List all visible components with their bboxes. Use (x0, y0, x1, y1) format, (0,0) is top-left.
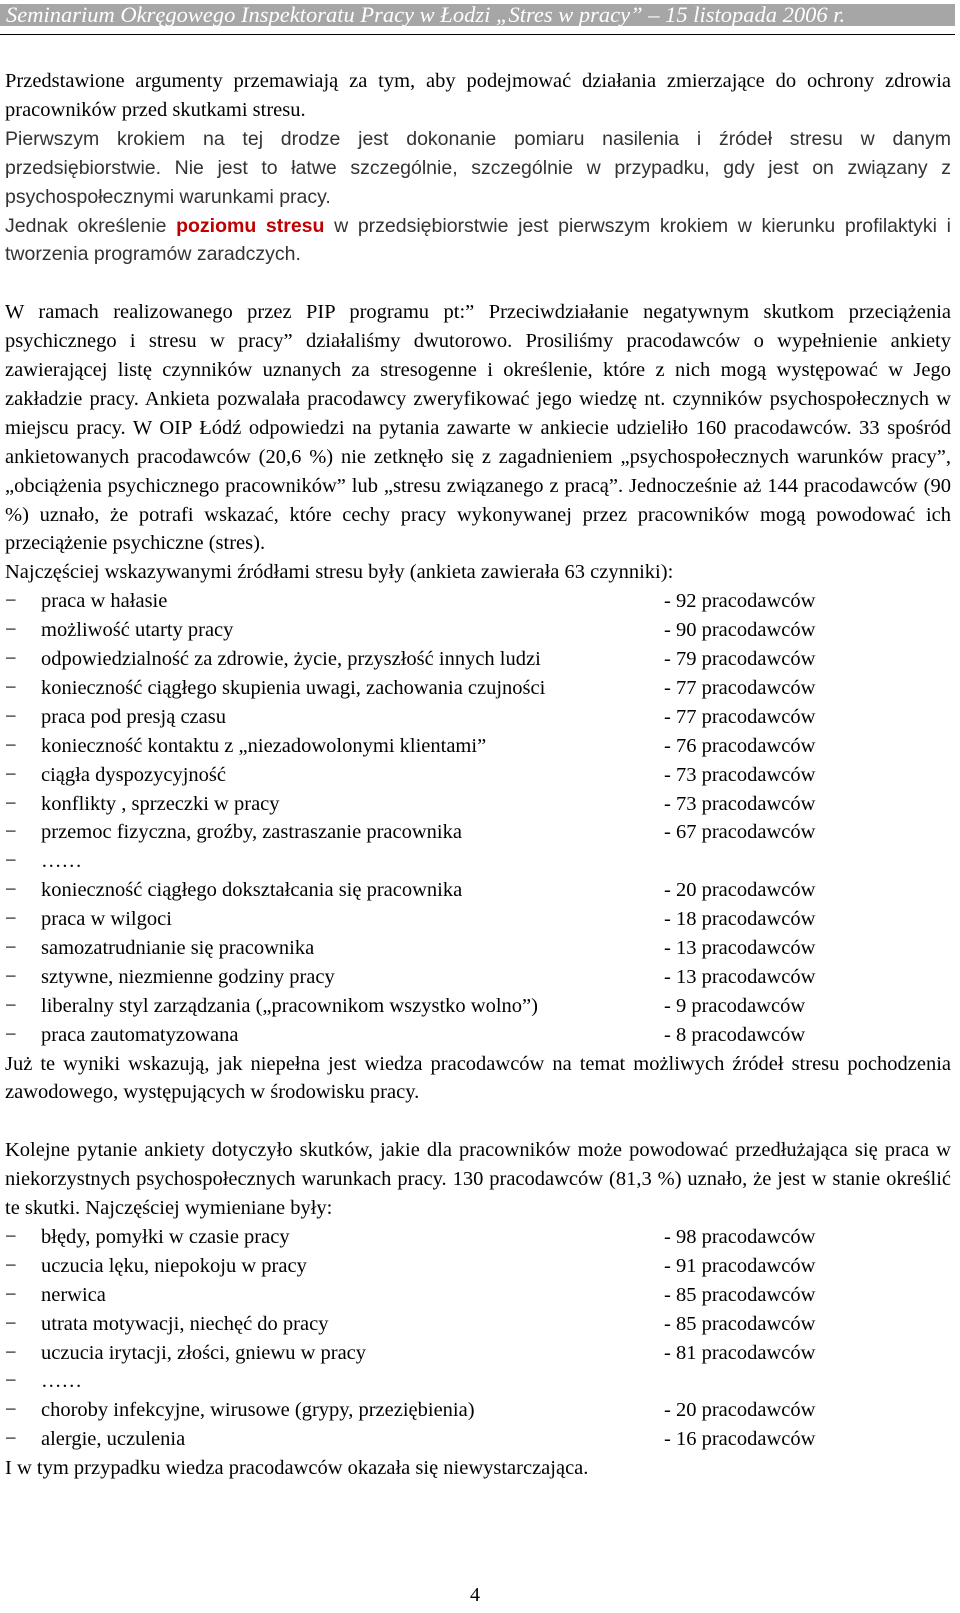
bullet-dash: − (5, 850, 17, 873)
bullet-dash: − (5, 1428, 17, 1451)
list-item-count: - 73 pracodawców (664, 763, 816, 786)
list-item (5, 645, 951, 674)
list-item (5, 761, 951, 790)
list-item (5, 847, 951, 876)
bullet-dash: − (5, 676, 17, 699)
list-item (5, 1339, 951, 1368)
intro-p3-after: w przedsiębiorstwie jest pierwszym krokiem w kierunku profilaktyki i tworzenia programów zaradczych. (5, 214, 951, 266)
list-item-label: konieczność ciągłego skupienia uwagi, zachowania czujności (41, 676, 546, 699)
list-item-count: - 76 pracodawców (664, 734, 816, 757)
effects-paragraph: Kolejne pytanie ankiety dotyczyło skutków, jakie dla pracowników może powodować przedłużająca się praca w niekorzystnych psychospołecznych warunkach pracy. 130 pracodawców (81,3 %) uznało, że jest w stanie określić te skutki. Najczęściej wymieniane były: (5, 1139, 951, 1220)
list-item (5, 963, 951, 992)
list-item (5, 1425, 951, 1454)
bullet-dash: − (5, 763, 17, 786)
list-item-count (664, 847, 951, 876)
page-header (0, 0, 960, 32)
list-item-count: - 16 pracodawców (664, 1428, 816, 1451)
list-item-count: - 13 pracodawców (664, 936, 816, 959)
list-item-count: - 92 pracodawców (664, 590, 816, 613)
stress-sources-intro: Najczęściej wskazywanymi źródłami stresu były (ankieta zawierała 63 czynniki): (5, 561, 674, 584)
list-item (5, 934, 951, 963)
intro-paragraph-3 (5, 212, 951, 270)
list-item (5, 732, 951, 761)
stress-sources-list (5, 587, 951, 1049)
list-item-count: - 20 pracodawców (664, 879, 816, 902)
list-item-count: - 90 pracodawców (664, 619, 816, 642)
list-item-count: - 79 pracodawców (664, 648, 816, 671)
bullet-dash: − (5, 792, 17, 815)
list-item (5, 905, 951, 934)
list-item-label: uczucia lęku, niepokoju w pracy (41, 1254, 307, 1277)
list-item (5, 1021, 951, 1050)
intro-p3-before: Jednak określenie (5, 214, 177, 237)
list-item-label: alergie, uczulenia (41, 1428, 186, 1451)
list-item (5, 1367, 951, 1396)
highlight-stress-level: poziomu stresu (176, 214, 325, 237)
bullet-dash: − (5, 1283, 17, 1306)
list-item-label: utrata motywacji, niechęć do pracy (41, 1312, 329, 1335)
header-title: Seminarium Okręgowego Inspektoratu Pracy w Łodzi „Stres w pracy” – 15 listopada 2006 r. (6, 2, 846, 27)
header-rule (0, 34, 955, 35)
bullet-dash: − (5, 1312, 17, 1335)
bullet-dash: − (5, 648, 17, 671)
list-item (5, 1281, 951, 1310)
list-item (5, 674, 951, 703)
bullet-dash: − (5, 908, 17, 931)
list-item-label: ciągła dyspozycyjność (41, 763, 227, 786)
list-item-label: możliwość utarty pracy (41, 619, 234, 642)
bullet-dash: − (5, 734, 17, 757)
intro-paragraph-1: Przedstawione argumenty przemawiają za tym, aby podejmować działania zmierzające do ochrony zdrowia pracowników przed skutkami stresu. (5, 70, 951, 121)
list-item (5, 818, 951, 847)
list-item-label: odpowiedzialność za zdrowie, życie, przyszłość innych ludzi (41, 648, 541, 671)
bullet-dash: − (5, 1225, 17, 1248)
stress-sources-conclusion: Już te wyniki wskazują, jak niepełna jest wiedza pracodawców na temat możliwych źródeł stresu pochodzenia zawodowego, występujących w środowisku pracy. (5, 1052, 951, 1104)
survey-paragraph: W ramach realizowanego przez PIP programu pt:” Przeciwdziałanie negatywnym skutkom przeciążenia psychicznego i stresu w pracy” działaliśmy dwutorowo. Prosiliśmy pracodawców o wypełnienie ankiety zawierającej listę czynników uznanych za stresogenne i określenie, które z nich mogą występować w Jego zakładzie pracy. Ankieta pozwalała pracodawcy zweryfikować jego wiedzę nt. czynników psychospołecznych w miejscu pracy. W OIP Łódź odpowiedzi na pytania zawarte w ankiecie udzieliło 160 pracodawców. 33 spośród ankietowanych pracodawców (20,6 %) nie zetknęło się z zagadnieniem „psychospołecznych warunków pracy”, „obciążenia psychicznego pracowników” lub „stresu związanego z pracą”. Jednocześnie aż 144 pracodawców (90 %) uznało, że potrafi wskazać, które cechy pracy wykonywanej przez pracowników mogą powodować ich przeciążenie psychiczne (stres). (5, 301, 951, 555)
list-item-count: - 77 pracodawców (664, 676, 816, 699)
bullet-dash: − (5, 821, 17, 844)
list-item (5, 790, 951, 819)
list-item-count: - 67 pracodawców (664, 821, 816, 844)
list-item-count: - 91 pracodawców (664, 1254, 816, 1277)
list-item-label: konieczność ciągłego dokształcania się pracownika (41, 879, 463, 902)
effects-conclusion: I w tym przypadku wiedza pracodawców okazała się niewystarczająca. (5, 1457, 589, 1480)
list-item-count: - 73 pracodawców (664, 792, 816, 815)
list-item-count: - 13 pracodawców (664, 965, 816, 988)
list-item-label: praca w wilgoci (41, 908, 172, 931)
list-item (5, 703, 951, 732)
list-item-label: sztywne, niezmienne godziny pracy (41, 965, 335, 988)
bullet-dash: − (5, 1399, 17, 1422)
list-item (5, 876, 951, 905)
list-item-count (664, 1367, 951, 1396)
bullet-dash: − (5, 1254, 17, 1277)
list-item-label: konieczność kontaktu z „niezadowolonymi klientami” (41, 734, 487, 757)
bullet-dash: − (5, 705, 17, 728)
page-number: 4 (470, 1584, 480, 1606)
list-item (5, 1396, 951, 1425)
list-item-count: - 77 pracodawców (664, 705, 816, 728)
list-item-count: - 98 pracodawców (664, 1225, 816, 1248)
list-item-label: liberalny styl zarządzania („pracownikom wszystko wolno”) (41, 994, 538, 1017)
list-item-count: - 85 pracodawców (664, 1312, 816, 1335)
list-item-label: uczucia irytacji, złości, gniewu w pracy (41, 1341, 367, 1364)
intro-paragraph-2: Pierwszym krokiem na tej drodze jest dokonanie pomiaru nasilenia i źródeł stresu w danym przedsiębiorstwie. Nie jest to łatwe szczególnie, szczególnie w przypadku, gdy jest on związany z psychospołecznymi warunkami pracy. (5, 127, 951, 208)
list-item (5, 1252, 951, 1281)
list-item-count: - 20 pracodawców (664, 1399, 816, 1422)
list-item-count: - 81 pracodawców (664, 1341, 816, 1364)
bullet-dash: − (5, 590, 17, 613)
bullet-dash: − (5, 1341, 17, 1364)
document-body (5, 67, 951, 1483)
stress-effects-list (5, 1223, 951, 1454)
bullet-dash: − (5, 1023, 17, 1046)
list-item (5, 992, 951, 1021)
bullet-dash: − (5, 879, 17, 902)
list-item-count: - 8 pracodawców (664, 1023, 806, 1046)
list-item (5, 1310, 951, 1339)
bullet-dash: − (5, 965, 17, 988)
list-item-count: - 9 pracodawców (664, 994, 806, 1017)
list-item-label: konflikty , sprzeczki w pracy (41, 792, 280, 815)
list-item-label: błędy, pomyłki w czasie pracy (41, 1225, 290, 1248)
list-item-count: - 18 pracodawców (664, 908, 816, 931)
bullet-dash: − (5, 994, 17, 1017)
list-item-label: nerwica (41, 1283, 106, 1306)
bullet-dash: − (5, 936, 17, 959)
bullet-dash: − (5, 619, 17, 642)
list-item-label: …… (41, 850, 82, 873)
list-item-label: …… (41, 1370, 82, 1393)
list-item-label: praca w hałasie (41, 590, 168, 613)
list-item (5, 587, 951, 616)
list-item-label: przemoc fizyczna, groźby, zastraszanie pracownika (41, 821, 462, 844)
list-item-label: choroby infekcyjne, wirusowe (grypy, przeziębienia) (41, 1399, 475, 1422)
list-item (5, 1223, 951, 1252)
list-item-count: - 85 pracodawców (664, 1283, 816, 1306)
bullet-dash: − (5, 1370, 17, 1393)
list-item-label: samozatrudnianie się pracownika (41, 936, 315, 959)
list-item (5, 616, 951, 645)
list-item-label: praca pod presją czasu (41, 705, 226, 728)
list-item-label: praca zautomatyzowana (41, 1023, 239, 1046)
